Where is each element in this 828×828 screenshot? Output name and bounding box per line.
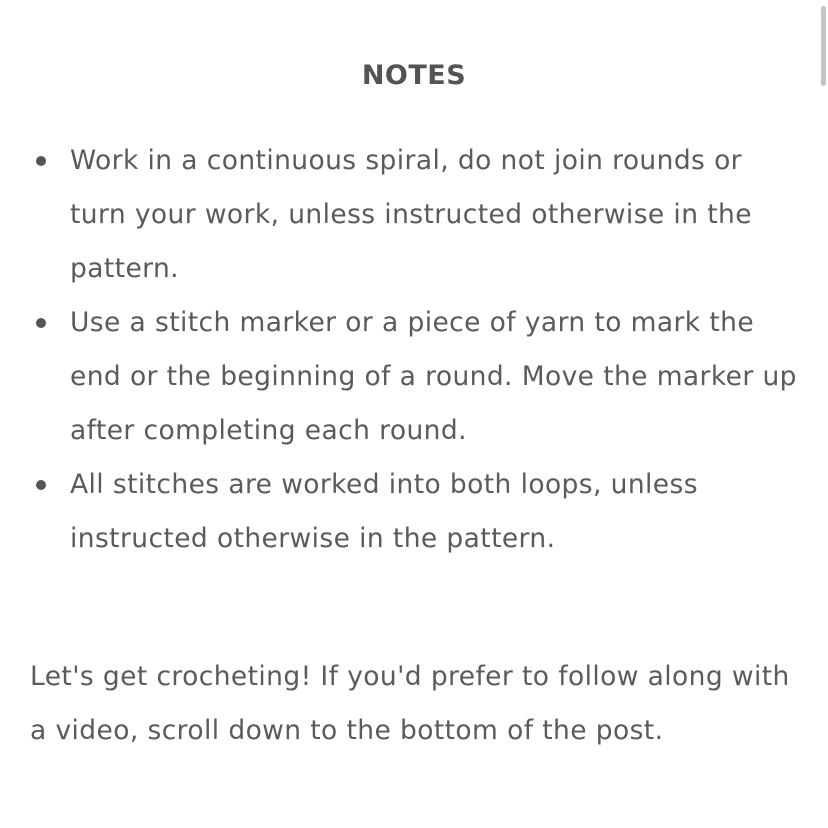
outro-paragraph: Let's get crocheting! If you'd prefer to follow along with a video, scroll down to the bottom of the post. — [30, 661, 790, 746]
notes-heading: NOTES — [361, 60, 467, 91]
bullet-icon — [36, 480, 46, 490]
list-item-text: All stitches are worked into both loops, unless instructed otherwise in the pattern. — [70, 469, 698, 554]
list-item-text: Use a stitch marker or a piece of yarn to mark the end or the beginning of a round. Move the marker up after completing each round. — [70, 307, 797, 446]
list-item — [70, 296, 800, 458]
list-item — [70, 134, 800, 296]
list-item — [70, 458, 800, 566]
list-item-text: Work in a continuous spiral, do not join rounds or turn your work, unless instructed otherwise in the pattern. — [70, 145, 752, 284]
scrollbar[interactable] — [820, 0, 828, 828]
notes-list — [70, 134, 800, 566]
bullet-icon — [36, 156, 46, 166]
bullet-icon — [36, 318, 46, 328]
scrollbar-thumb[interactable] — [821, 6, 826, 86]
